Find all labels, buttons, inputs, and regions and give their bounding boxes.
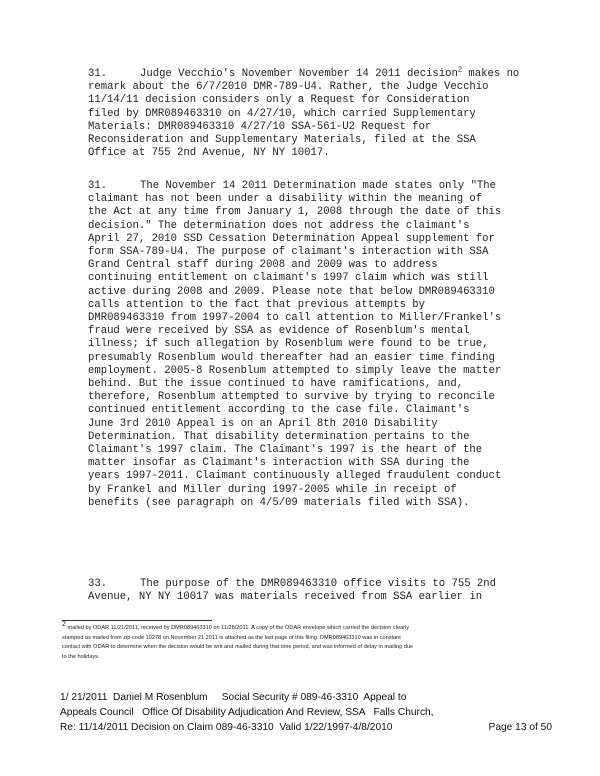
paragraph-line: calls attention to the fact that previous attempts by — [88, 298, 425, 311]
paragraph-line-tail: makes no — [462, 68, 520, 80]
paragraph-line: Reconsideration and Supplementary Materials, filed at the SSA — [88, 134, 476, 147]
page-footer — [60, 690, 570, 735]
footer-line: 1/ 21/2011 Daniel M Rosenblum Social Security # 089-46-3310 Appeal to — [60, 692, 407, 703]
paragraph-line: 11/14/11 decision considers only a Request for Consideration — [88, 94, 470, 107]
paragraph-line: active during 2008 and 2009. Please note that below DMR089463310 — [88, 285, 495, 298]
footer-line: Re: 11/14/2011 Decision on Claim 089-46-3310 Valid 1/22/1997-4/8/2010 — [60, 722, 393, 733]
paragraph-line: remark about the 6/7/2010 DMR-789-U4. Rather, the Judge Vecchio — [88, 81, 489, 94]
paragraph-line: The November 14 2011 Determination made states only "The — [140, 180, 497, 192]
paragraph-line: fraud were received by SSA as evidence of Rosenblum's mental — [88, 325, 470, 338]
paragraph-line: the Act at any time from January 1, 2008 through the date of this — [88, 206, 502, 219]
paragraph-line: years 1997-2011. Claimant continuously alleged fraudulent conduct — [88, 470, 502, 483]
paragraph-31b — [88, 180, 548, 510]
paragraph-line: Avenue, NY NY 10017 was materials received from SSA earlier in — [88, 591, 483, 604]
paragraph-line: June 3rd 2010 Appeal is on an April 8th 2010 Disability — [88, 417, 438, 430]
paragraph-line: continuing entitlement on claimant's 1997 claim which was still — [88, 272, 489, 285]
paragraph-line: Judge Vecchio's November November 14 2011 decision — [140, 68, 458, 80]
paragraph-line: behind. But the issue continued to have ramifications, and, — [88, 378, 464, 391]
paragraph-number: 33. — [88, 578, 108, 590]
footnote-line: mailed by ODAR 11/21/2011, received by DMR089463310 on 11/28/2011. A copy of the ODAR envelope which carried the decision clearly — [65, 625, 410, 631]
paragraph-number: 31. — [88, 68, 108, 80]
paragraph-line: Claimant's 1997 claim. The Claimant's 1997 is the heart of the — [88, 444, 483, 457]
paragraph-line: claimant has not been under a disability within the meaning of — [88, 193, 483, 206]
paragraph-line: Determination. That disability determination pertains to the — [88, 430, 470, 443]
paragraph-line: therefore, Rosenblum attempted to survive by trying to reconcile — [88, 391, 495, 404]
paragraph-line: matter insofar as Claimant's interaction with SSA during the — [88, 457, 470, 470]
paragraph-line: form SSA-789-U4. The purpose of claimant's interaction with SSA — [88, 246, 489, 259]
footnote-line: stamped as mailed from zip code 10278 on November 21 2011 is attached as the last page of this filing. DMR089463310 was in constant — [62, 634, 401, 641]
footnote-ref: 2 — [457, 66, 463, 75]
paragraph-number: 31. — [88, 180, 108, 192]
paragraph-line: presumably Rosenblum would thereafter had an easier time finding — [88, 351, 495, 364]
paragraph-33 — [88, 578, 548, 604]
paragraph-line: benefits (see paragraph on 4/5/09 materials filed with SSA). — [88, 496, 470, 509]
paragraph-line: illness; if such allegation by Rosenblum were found to be true, — [88, 338, 489, 351]
paragraph-31a — [88, 68, 548, 160]
paragraph-line: Grand Central staff during 2008 and 2009 was to address — [88, 259, 438, 272]
footnote-line: contact with ODAR to determine when the decision would be writ and mailed during that time period, and was informed of delay in mailing due — [62, 644, 414, 651]
footer-line: Appeals Council Office Of Disability Adjudication And Review, SSA Falls Church, — [60, 707, 434, 718]
page-number: Page 13 of 50 — [488, 722, 552, 733]
paragraph-line: filed by DMR089463310 on 4/27/10, which carried Supplementary — [88, 107, 476, 120]
paragraph-line: employment. 2005-8 Rosenblum attempted to simply leave the matter — [88, 364, 502, 377]
paragraph-line: by Frankel and Miller during 1997-2005 while in receipt of — [88, 483, 457, 496]
paragraph-line: DMR089463310 from 1997-2004 to call attention to Miller/Frankel's — [88, 312, 502, 325]
paragraph-line: April 27, 2010 SSD Cessation Determination Appeal supplement for — [88, 232, 495, 245]
footnote-divider — [62, 620, 212, 621]
paragraph-line: Materials: DMR089463310 4/27/10 SSA-561-U2 Request for — [88, 120, 432, 133]
paragraph-line: Office at 755 2nd Avenue, NY NY 10017. — [88, 147, 330, 160]
paragraph-line: continued entitlement according to the case file. Claimant's — [88, 404, 470, 417]
paragraph-line: The purpose of the DMR089463310 office visits to 755 2nd — [140, 578, 497, 590]
footnote-marker: 2 — [62, 621, 66, 629]
footnote — [62, 621, 552, 662]
paragraph-line: decision." The determination does not address the claimant's — [88, 219, 470, 232]
footnote-line: to the holidays. — [62, 653, 100, 660]
